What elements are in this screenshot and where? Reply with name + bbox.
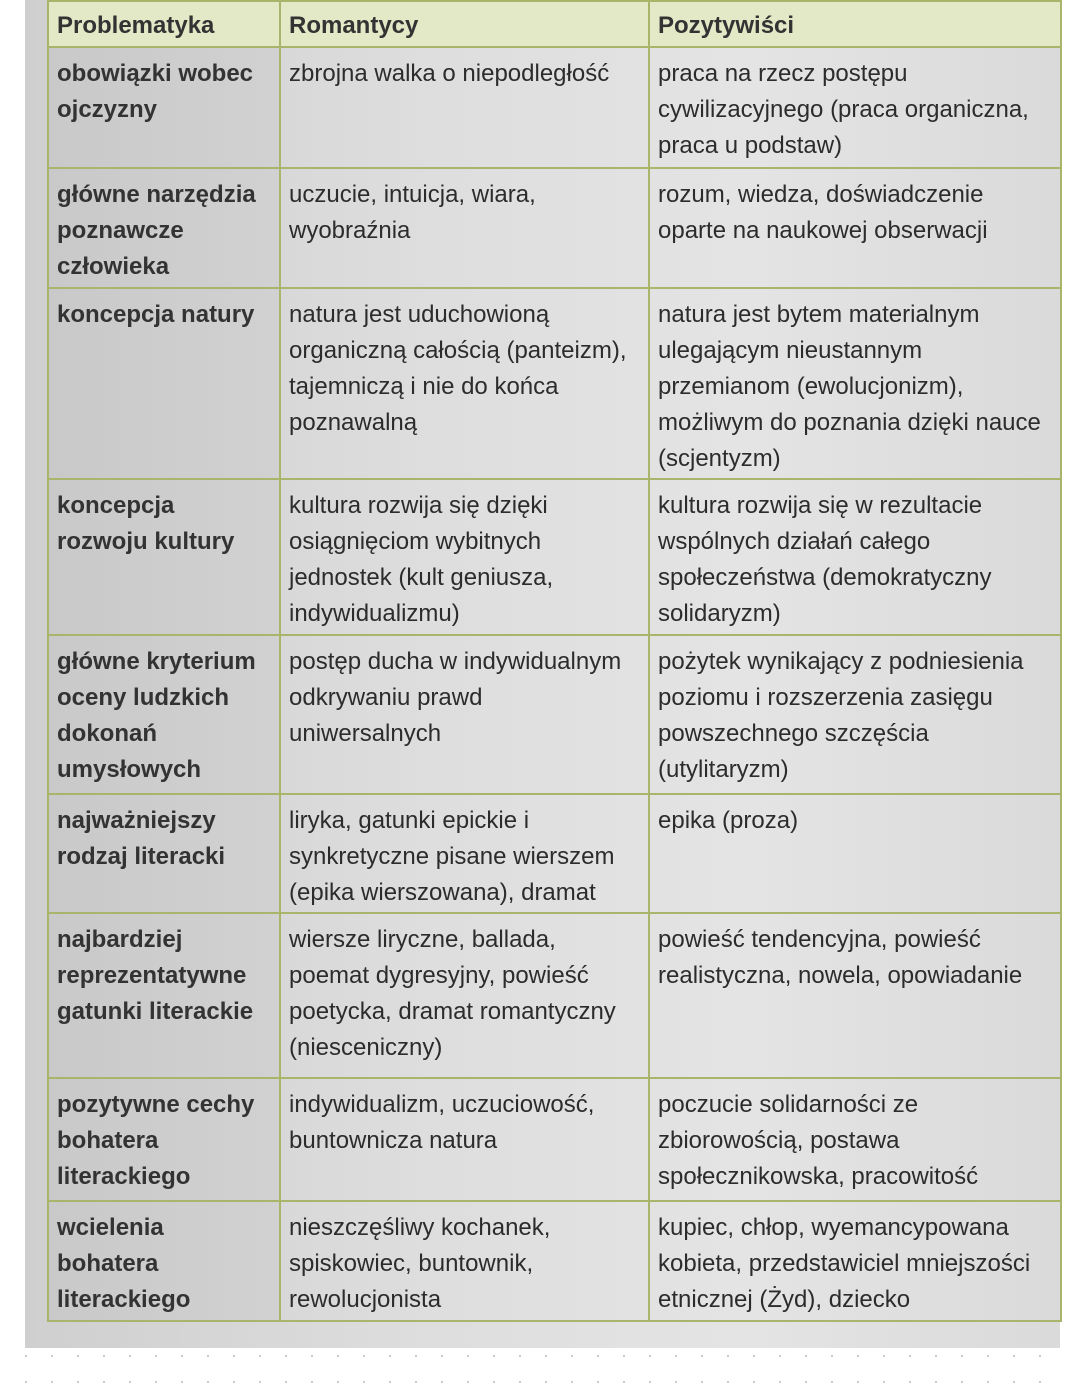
topic-cell: obowiązki wobec ojczyzny	[48, 47, 280, 168]
romantycy-cell: indywidualizm, uczuciowość, buntownicza natura	[280, 1078, 649, 1201]
romantycy-cell: postęp ducha w indywidualnym odkrywaniu prawd uniwersalnych	[280, 635, 649, 794]
table-row	[48, 168, 1061, 288]
document-photo	[25, 0, 1060, 1348]
header-problematyka: Problematyka	[48, 1, 280, 47]
header-pozytywisci: Pozytywiści	[649, 1, 1061, 47]
table-row	[48, 635, 1061, 794]
topic-cell: koncepcja rozwoju kultury	[48, 479, 280, 635]
topic-cell: najważniejszy rodzaj literacki	[48, 794, 280, 913]
table-row	[48, 1078, 1061, 1201]
table-row	[48, 913, 1061, 1078]
table-row	[48, 1201, 1061, 1321]
comparison-table	[47, 0, 1062, 1322]
romantycy-cell: zbrojna walka o niepodległość	[280, 47, 649, 168]
topic-cell: pozytywne cechy bohatera literackiego	[48, 1078, 280, 1201]
romantycy-cell: uczucie, intuicja, wiara, wyobraźnia	[280, 168, 649, 288]
topic-cell: koncepcja natury	[48, 288, 280, 479]
pozytywisci-cell: epika (proza)	[649, 794, 1061, 913]
dotted-grid-line	[25, 1355, 1060, 1357]
romantycy-cell: kultura rozwija się dzięki osiągnięciom wybitnych jednostek (kult geniusza, indywidualizmu)	[280, 479, 649, 635]
pozytywisci-cell: praca na rzecz postępu cywilizacyjnego (praca organiczna, praca u podstaw)	[649, 47, 1061, 168]
pozytywisci-cell: poczucie solidarności ze zbiorowością, postawa społecznikowska, pracowitość	[649, 1078, 1061, 1201]
table-row	[48, 47, 1061, 168]
dotted-grid-line	[25, 1381, 1060, 1383]
topic-cell: główne narzędzia poznawcze człowieka	[48, 168, 280, 288]
romantycy-cell: liryka, gatunki epickie i synkretyczne pisane wierszem (epika wierszowana), dramat	[280, 794, 649, 913]
topic-cell: wcielenia bohatera literackiego	[48, 1201, 280, 1321]
table-header	[48, 1, 1061, 47]
pozytywisci-cell: kultura rozwija się w rezultacie wspólnych działań całego społeczeństwa (demokratyczny solidaryzm)	[649, 479, 1061, 635]
romantycy-cell: natura jest uduchowioną organiczną całością (panteizm), tajemniczą i nie do końca poznawalną	[280, 288, 649, 479]
topic-cell: główne kryterium oceny ludzkich dokonań umysłowych	[48, 635, 280, 794]
pozytywisci-cell: powieść tendencyjna, powieść realistyczna, nowela, opowiadanie	[649, 913, 1061, 1078]
pozytywisci-cell: pożytek wynikający z podniesienia poziomu i rozszerzenia zasięgu powszechnego szczęścia (utylitaryzm)	[649, 635, 1061, 794]
pozytywisci-cell: natura jest bytem materialnym ulegającym nieustannym przemianom (ewolucjonizm), możliwym do poznania dzięki nauce (scjentyzm)	[649, 288, 1061, 479]
pozytywisci-cell: kupiec, chłop, wyemancypowana kobieta, przedstawiciel mniejszości etnicznej (Żyd), dziecko	[649, 1201, 1061, 1321]
table-row	[48, 288, 1061, 479]
table-row	[48, 479, 1061, 635]
pozytywisci-cell: rozum, wiedza, doświadczenie oparte na naukowej obserwacji	[649, 168, 1061, 288]
table-row	[48, 794, 1061, 913]
header-romantycy: Romantycy	[280, 1, 649, 47]
romantycy-cell: nieszczęśliwy kochanek, spiskowiec, buntownik, rewolucjonista	[280, 1201, 649, 1321]
romantycy-cell: wiersze liryczne, ballada, poemat dygresyjny, powieść poetycka, dramat romantyczny (niesceniczny)	[280, 913, 649, 1078]
topic-cell: najbardziej reprezentatywne gatunki literackie	[48, 913, 280, 1078]
